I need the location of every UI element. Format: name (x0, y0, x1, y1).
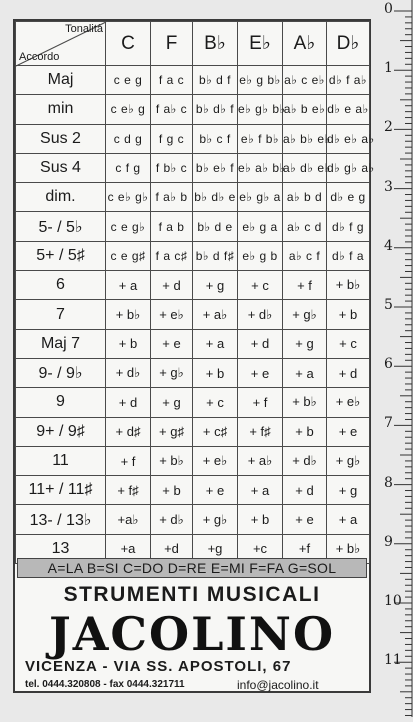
chord-cell-f: f b♭ c (151, 153, 193, 182)
chord-cell-c: + f (106, 446, 151, 475)
chord-cell-a-flat: + d (283, 476, 327, 505)
chord-cell-b-flat: b♭ d f (193, 66, 238, 95)
tonalita-label: Tonalità (65, 23, 103, 35)
chord-cell-a-flat: + b♭ (283, 388, 327, 417)
chord-cell-b-flat: b♭ d♭ e (193, 183, 238, 212)
chord-name: 9+ / 9♯ (16, 417, 106, 446)
chord-cell-a-flat: a♭ c f (283, 241, 327, 270)
chord-cell-b-flat: + e♭ (193, 446, 238, 475)
key-header-a-flat: A♭ (283, 22, 327, 66)
chord-row (16, 300, 370, 329)
chord-cell-d-flat: d♭ g♭ a♭ (327, 153, 370, 182)
chord-cell-c: +a♭ (106, 505, 151, 534)
store-email[interactable]: info@jacolino.it (237, 678, 319, 692)
chord-cell-a-flat: +f (283, 534, 327, 563)
chord-cell-b-flat: b♭ d e (193, 212, 238, 241)
ruler-number: 3 (384, 178, 393, 195)
chord-row (16, 95, 370, 124)
chord-cell-c: c e♭ g♭ (106, 183, 151, 212)
chord-cell-d-flat: + g (327, 476, 370, 505)
chord-cell-c: + b♭ (106, 300, 151, 329)
chord-cell-f: + b (151, 476, 193, 505)
chord-name: min (16, 95, 106, 124)
chord-cell-e-flat: + f (238, 388, 283, 417)
key-header-e-flat: E♭ (238, 22, 283, 66)
chord-cell-d-flat: d♭ e a♭ (327, 95, 370, 124)
note-legend: A=LA B=SI C=DO D=RE E=MI F=FA G=SOL (17, 558, 367, 578)
chord-cell-b-flat: b♭ e♭ f (193, 153, 238, 182)
chord-cell-c: +a (106, 534, 151, 563)
chord-cell-d-flat: + a (327, 505, 370, 534)
chord-cell-f: +d (151, 534, 193, 563)
chord-cell-d-flat: + e (327, 417, 370, 446)
chord-cell-d-flat: + b (327, 300, 370, 329)
chord-row (16, 271, 370, 300)
chord-cell-d-flat: + b♭ (327, 534, 370, 563)
chord-cell-e-flat: e♭ g♭ a (238, 183, 283, 212)
chord-row (16, 446, 370, 475)
ruler-number: 9 (384, 533, 393, 550)
chord-name: 13- / 13♭ (16, 505, 106, 534)
chord-row (16, 183, 370, 212)
key-header-d-flat: D♭ (327, 22, 370, 66)
chord-cell-b-flat: + e (193, 476, 238, 505)
ruler-number: 11 (384, 652, 402, 669)
key-header-b-flat: B♭ (193, 22, 238, 66)
chord-cell-b-flat: b♭ c f (193, 124, 238, 153)
chord-cell-b-flat: + a♭ (193, 300, 238, 329)
chord-cell-b-flat: +g (193, 534, 238, 563)
chord-row (16, 476, 370, 505)
chord-cell-e-flat: + d (238, 329, 283, 358)
chord-cell-e-flat: + a (238, 476, 283, 505)
chord-cell-b-flat: b♭ d f♯ (193, 241, 238, 270)
chord-cell-c: c e g♯ (106, 241, 151, 270)
chord-cell-a-flat: + f (283, 271, 327, 300)
chord-cell-f: + e♭ (151, 300, 193, 329)
chord-cell-d-flat: d♭ e g (327, 183, 370, 212)
chord-cell-f: f g c (151, 124, 193, 153)
chord-cell-a-flat: + g (283, 329, 327, 358)
chord-cell-a-flat: a♭ d♭ e♭ (283, 153, 327, 182)
chord-cell-c: + a (106, 271, 151, 300)
ruler-number: 1 (384, 60, 393, 77)
brand-subtitle: STRUMENTI MUSICALI (63, 583, 321, 606)
chord-table (15, 21, 375, 564)
chord-name: 7 (16, 300, 106, 329)
chord-cell-e-flat: + d♭ (238, 300, 283, 329)
chord-cell-f: + d (151, 271, 193, 300)
chord-cell-c: c e♭ g (106, 95, 151, 124)
corner-cell (16, 22, 106, 66)
chord-cell-e-flat: + f♯ (238, 417, 283, 446)
chord-cell-e-flat: + e (238, 358, 283, 387)
chord-cell-e-flat: e♭ g♭ b♭ (238, 95, 283, 124)
chord-cell-c: + d♯ (106, 417, 151, 446)
chord-cell-f: + d♭ (151, 505, 193, 534)
chord-cell-e-flat: e♭ g b♭ (238, 66, 283, 95)
chord-row (16, 66, 370, 95)
chord-cell-c: c e g♭ (106, 212, 151, 241)
chord-cell-d-flat: d♭ f g (327, 212, 370, 241)
chord-cell-b-flat: + c♯ (193, 417, 238, 446)
store-address: VICENZA - VIA SS. APOSTOLI, 67 (25, 658, 292, 675)
key-header-row (16, 22, 370, 66)
chord-cell-a-flat: + e (283, 505, 327, 534)
chord-cell-d-flat: d♭ f a♭ (327, 66, 370, 95)
ruler-number: 2 (384, 119, 393, 136)
chord-cell-d-flat: + g♭ (327, 446, 370, 475)
chord-cell-b-flat: + g (193, 271, 238, 300)
chord-cell-c: c d g (106, 124, 151, 153)
chord-name: 6 (16, 271, 106, 300)
chord-row (16, 124, 370, 153)
chord-cell-e-flat: +c (238, 534, 283, 563)
accordo-label: Accordo (19, 51, 60, 63)
key-header-f: F (151, 22, 193, 66)
chord-cell-c: + d♭ (106, 358, 151, 387)
chord-cell-f: f a♭ c (151, 95, 193, 124)
ruler-number: 10 (384, 593, 402, 609)
ruler-number: 5 (384, 297, 393, 313)
chord-name: Sus 2 (16, 124, 106, 153)
chord-cell-f: f a c♯ (151, 241, 193, 270)
chord-name: 9- / 9♭ (16, 358, 106, 387)
chord-chart-card (13, 19, 375, 693)
chord-cell-f: + g (151, 388, 193, 417)
chord-cell-a-flat: a♭ c e♭ (283, 66, 327, 95)
chord-cell-d-flat: + d (327, 358, 370, 387)
chord-name: 11+ / 11♯ (16, 476, 106, 505)
chord-cell-f: f a b (151, 212, 193, 241)
chord-cell-d-flat: d♭ f a (327, 241, 370, 270)
chord-cell-d-flat: + b♭ (327, 271, 370, 300)
ruler-number: 7 (384, 415, 393, 432)
chord-cell-b-flat: + c (193, 388, 238, 417)
chord-cell-e-flat: + c (238, 271, 283, 300)
chord-row (16, 241, 370, 270)
chord-cell-b-flat: + g♭ (193, 505, 238, 534)
chord-cell-b-flat: + b (193, 358, 238, 387)
chord-cell-d-flat: + c (327, 329, 370, 358)
chord-cell-a-flat: + g♭ (283, 300, 327, 329)
chord-cell-a-flat: a♭ c d (283, 212, 327, 241)
ruler-number: 4 (384, 237, 393, 254)
chord-cell-a-flat: a♭ b d (283, 183, 327, 212)
chord-cell-a-flat: + b (283, 417, 327, 446)
chord-cell-d-flat: d♭ e♭ a♭ (327, 124, 370, 153)
chord-cell-d-flat: + e♭ (327, 388, 370, 417)
chord-row (16, 505, 370, 534)
chord-cell-c: + f♯ (106, 476, 151, 505)
chord-cell-a-flat: a♭ b♭ e♭ (283, 124, 327, 153)
brand-logo: JACOLINO (48, 607, 336, 661)
chord-rows (16, 66, 375, 564)
chord-cell-c: c f g (106, 153, 151, 182)
chord-name: 13 (16, 534, 106, 563)
chord-cell-f: + g♭ (151, 358, 193, 387)
chord-name: 5- / 5♭ (16, 212, 106, 241)
chord-cell-b-flat: + a (193, 329, 238, 358)
chord-row (16, 388, 370, 417)
chord-name: 9 (16, 388, 106, 417)
chord-name: dim. (16, 183, 106, 212)
chord-name: Sus 4 (16, 153, 106, 182)
chord-row (16, 417, 370, 446)
ruler-number: 8 (384, 474, 393, 491)
chord-cell-e-flat: e♭ g b (238, 241, 283, 270)
chord-row (16, 153, 370, 182)
ruler-number: 6 (384, 356, 393, 373)
chord-cell-f: + b♭ (151, 446, 193, 475)
chord-cell-f: + e (151, 329, 193, 358)
ruler-number: 0 (384, 1, 393, 17)
chord-row (16, 358, 370, 387)
chord-cell-e-flat: e♭ a♭ b♭ (238, 153, 283, 182)
ruler (374, 0, 413, 717)
chord-cell-b-flat: b♭ d♭ f (193, 95, 238, 124)
chord-cell-c: c e g (106, 66, 151, 95)
chord-cell-c: + b (106, 329, 151, 358)
chord-name: Maj 7 (16, 329, 106, 358)
chord-cell-f: + g♯ (151, 417, 193, 446)
chord-row (16, 212, 370, 241)
chord-cell-e-flat: e♭ f b♭ (238, 124, 283, 153)
chord-cell-a-flat: + d♭ (283, 446, 327, 475)
chord-cell-c: + d (106, 388, 151, 417)
chord-name: Maj (16, 66, 106, 95)
store-phone: tel. 0444.320808 - fax 0444.321711 (25, 679, 185, 690)
chord-name: 5+ / 5♯ (16, 241, 106, 270)
chord-cell-e-flat: e♭ g a (238, 212, 283, 241)
chord-cell-a-flat: a♭ b e♭ (283, 95, 327, 124)
key-header-c: C (106, 22, 151, 66)
ruler-ticks (374, 0, 413, 717)
chord-cell-e-flat: + b (238, 505, 283, 534)
chord-cell-a-flat: + a (283, 358, 327, 387)
chord-name: 11 (16, 446, 106, 475)
chord-cell-f: f a♭ b (151, 183, 193, 212)
chord-row (16, 329, 370, 358)
chord-cell-e-flat: + a♭ (238, 446, 283, 475)
chord-cell-f: f a c (151, 66, 193, 95)
